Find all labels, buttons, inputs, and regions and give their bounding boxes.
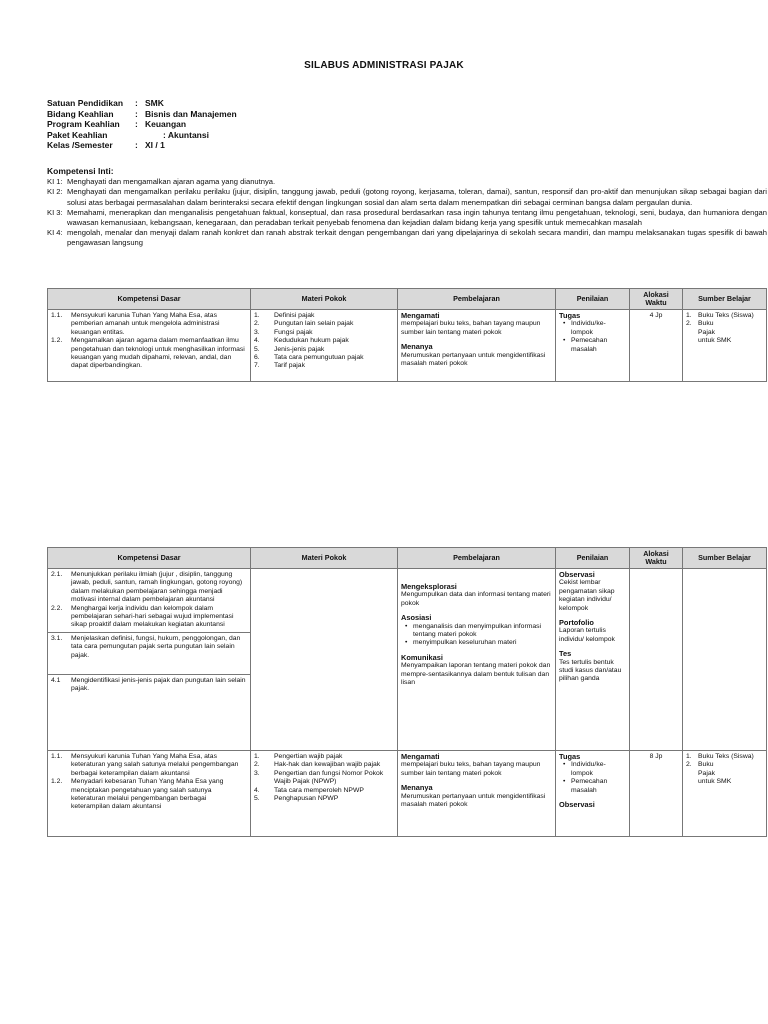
materi-cell (251, 310, 398, 382)
meta-label: Kelas /Semester (47, 140, 113, 150)
bullet-text: Pemecahan masalah (571, 778, 608, 794)
materi-item (254, 787, 394, 795)
materi-item (254, 329, 394, 337)
materi-item (254, 337, 394, 345)
ki-text: Menghayati dan mengamalkan perilaku perilaku (jujur, disiplin, tanggung jawab, peduli (gotong royong, kerjasama, toleran, damai), santun, responsif dan pro-aktif dan menunjukan sikap sebagai bagian dari solusi atas berbagai permasalahan dalam berinteraksi secara efektif dengan lingkungan sosial dan alam serta dalam menempatkan diri sebagai cerminan bangsa dalam pergaulan dunia. (67, 187, 767, 207)
meta-colon: : (135, 140, 138, 150)
activity-heading: Asosiasi (401, 613, 432, 623)
assessment-text: Cekist lembar pengamatan sikap kegiatan individu/ kelompok (559, 579, 615, 612)
sumber-cell (683, 569, 767, 751)
meta-row-satuan (47, 98, 237, 109)
header-penilaian: Penilaian (556, 289, 630, 310)
ki-text: Memahami, menerapkan dan menganalisis pengetahuan faktual, konseptual, dan rasa prosedural berdasarkan rasa ingin tahunya tentang ilmu pengetahuan, teknologi, seni, budaya, dan humaniora dengan wawasan kemanusiaan, kebangsaan, kenegaraan, dan peradaban terkait penyebab fenomena dan kejadian dalam bidang kerja yang spesifik untuk memecahkan masalah (67, 207, 767, 228)
assessment-heading: Tugas (559, 752, 581, 761)
kd-cell (48, 310, 251, 382)
activity-text: Merumuskan pertanyaan untuk mengidentifikasi masalah materi pokok (401, 351, 546, 368)
kompetensi-inti (47, 166, 767, 249)
meta-label: Bidang Keahlian (47, 108, 114, 119)
kd-number: 4.1 (51, 677, 61, 685)
kd-item (51, 753, 247, 778)
table-row (48, 310, 767, 382)
header-sumber-belajar: Sumber Belajar (683, 289, 767, 310)
meta-label: Paket Keahlian (47, 129, 108, 140)
meta-row-paket (47, 130, 237, 141)
materi-text: Hak-hak dan kewajiban wajib pajak (274, 761, 381, 769)
assessment-text: Tes tertulis bentuk studi kasus dan/atau pilihan ganda (559, 658, 622, 683)
kd-item (51, 778, 247, 812)
activity-heading: Mengamati (401, 752, 440, 761)
materi-cell (251, 569, 398, 751)
materi-number: 6. (254, 354, 260, 362)
kd-number: 1.1. (51, 753, 63, 760)
source-item (686, 312, 763, 320)
bullet-text: menyimpulkan keseluruhan materi (413, 639, 517, 647)
ki-code: KI 4: (47, 228, 63, 238)
source-number: 2. (686, 320, 692, 328)
bullet-dot: • (563, 778, 566, 786)
ki-item (47, 228, 767, 248)
materi-number: 1. (254, 753, 260, 760)
bullet-dot: • (405, 639, 408, 647)
kd-text: Menghargai kerja individu dan kelompok dalam pembelajaran sehari-hari sebagai wujud implementasi sikap proaktif dalam melakukan kegiatan akuntansi (71, 604, 234, 629)
kd-number: 1.1. (51, 312, 63, 319)
assessment-text: Laporan tertulis individu/ kelompok (559, 627, 615, 643)
header-materi-pokok: Materi Pokok (251, 548, 398, 569)
meta-row-kelas (47, 140, 237, 151)
activity-bullet (401, 623, 552, 640)
header-kompetensi-dasar: Kompetensi Dasar (48, 289, 251, 310)
sumber-cell (683, 751, 767, 837)
source-text: Buku Teks (Siswa) (698, 312, 754, 319)
materi-item (254, 770, 394, 787)
materi-item (254, 312, 394, 320)
ki-item (47, 208, 767, 228)
kd-item (51, 312, 247, 337)
materi-number: 3. (254, 328, 260, 336)
header-pembelajaran: Pembelajaran (398, 548, 556, 569)
activity-text: Merumuskan pertanyaan untuk mengidentifikasi masalah materi pokok (401, 792, 546, 809)
meta-colon: : (135, 119, 138, 129)
meta-value: Keuangan (145, 119, 187, 129)
document-title: SILABUS ADMINISTRASI PAJAK (304, 60, 464, 71)
source-number: 2. (686, 761, 692, 769)
table-header-row (48, 289, 767, 310)
materi-text: Tarif pajak (274, 362, 305, 370)
kd-text: Mengamalkan ajaran agama dalam memanfaatkan ilmu pengetahuan dan teknologi untuk menghasilkan informasi keuangan yang mudah dipahami, relevan, andal, dan dapat diperbandingkan. (71, 337, 245, 370)
meta-value: XI / 1 (145, 140, 165, 150)
assessment-heading: Observasi (559, 570, 595, 579)
ki-heading: Kompetensi Inti: (47, 166, 114, 176)
header-alokasi-waktu: Alokasi Waktu (630, 289, 683, 310)
meta-colon: : (135, 108, 138, 119)
activity-text: Mengumpulkan data dan informasi tentang materi pokok (401, 591, 551, 607)
syllabus-table-2 (47, 547, 767, 837)
materi-text: Tata cara memperoleh NPWP (274, 786, 364, 794)
pembelajaran-cell (398, 751, 556, 837)
kd-number: 1.2. (51, 778, 63, 786)
materi-item (254, 761, 394, 769)
materi-number: 5. (254, 345, 260, 353)
bullet-text: Pemecahan masalah (571, 337, 608, 353)
materi-number: 1. (254, 312, 260, 319)
materi-text: Jenis-jenis pajak (274, 345, 325, 353)
materi-number: 2. (254, 761, 260, 769)
materi-text: Pengertian wajib pajak (274, 753, 343, 760)
materi-item (254, 795, 394, 803)
materi-number: 7. (254, 362, 260, 370)
kd-block (48, 569, 250, 633)
kd-text: Menunjukkan perilaku ilmiah (jujur , disiplin, tanggung jawab, peduli, santun, ramah lingkungan, gotong royong) dalam melakukan pembelajaran sehingga menjadi motivasi internal dalam pembelajaran akuntansi (71, 571, 243, 604)
ki-text: Menghayati dan mengamalkan ajaran agama yang dianutnya. (67, 177, 276, 187)
kd-item (51, 605, 247, 630)
header-alokasi-waktu: Alokasi Waktu (630, 548, 683, 569)
alokasi-cell: 8 Jp (630, 751, 683, 837)
meta-row-bidang (47, 109, 237, 120)
materi-number: 5. (254, 795, 260, 803)
bullet-dot: • (563, 337, 566, 345)
kd-number: 2.2. (51, 604, 63, 612)
materi-text: Penghapusan NPWP (274, 795, 339, 803)
meta-colon: : (135, 98, 138, 108)
ki-text: mengolah, menalar dan menyaji dalam ranah konkret dan ranah abstrak terkait dengan pengembangan dari yang dipelajarinya di sekolah secara mandiri, dan mampu melaksanakan tugas spesifik di bawah pengawasan langsung (67, 228, 767, 248)
kd-item (51, 635, 247, 660)
materi-text: Definisi pajak (274, 312, 315, 319)
activity-text: mempelajari buku teks, bahan tayang maupun sumber lain tentang materi pokok (401, 320, 541, 336)
meta-colon (135, 130, 145, 141)
source-text: Buku Pajak untuk SMK (698, 761, 732, 786)
penilaian-cell (556, 751, 630, 837)
activity-heading: Mengamati (401, 311, 440, 320)
materi-item (254, 346, 394, 354)
materi-text: Fungsi pajak (274, 328, 313, 336)
materi-number: 2. (254, 320, 260, 328)
kd-number: 3.1. (51, 634, 63, 642)
kd-item (51, 677, 247, 694)
header-materi-pokok: Materi Pokok (251, 289, 398, 310)
assessment-heading: Tes (559, 649, 572, 659)
table-row (48, 569, 767, 751)
materi-item (254, 320, 394, 328)
bullet-dot: • (405, 622, 408, 630)
materi-item (254, 753, 394, 761)
table-header-row (48, 548, 767, 569)
activity-heading: Komunikasi (401, 652, 443, 662)
alokasi-cell: 4 Jp (630, 310, 683, 382)
source-item (686, 753, 763, 761)
materi-text: Pengertian dan fungsi Nomor Pokok Wajib Pajak (NPWP) (274, 769, 384, 786)
activity-text: mempelajari buku teks, bahan tayang maupun sumber lain tentang materi pokok (401, 761, 541, 777)
kd-text: Mensyukuri karunia Tuhan Yang Maha Esa, atas keteraturan yang salah satunya melalui pengembangan berbagai keterampilan dalam akuntansi (71, 753, 239, 777)
activity-heading: Menanya (401, 342, 433, 352)
materi-item (254, 354, 394, 362)
header-sumber-belajar: Sumber Belajar (683, 548, 767, 569)
header-pembelajaran: Pembelajaran (398, 289, 556, 310)
ki-item (47, 187, 767, 207)
kd-number: 2.1. (51, 571, 63, 578)
materi-text: Tata cara pemungutuan pajak (274, 354, 364, 362)
assessment-heading: Observasi (559, 800, 595, 810)
meta-label: Satuan Pendidikan (47, 98, 124, 108)
kd-item (51, 337, 247, 371)
penilaian-cell (556, 569, 630, 751)
source-text: Buku Pajak untuk SMK (698, 320, 732, 345)
kd-text: Mengidentifikasi jenis-jenis pajak dan pungutan lain selain pajak. (71, 677, 246, 693)
alokasi-cell (630, 569, 683, 751)
meta-row-program (47, 119, 237, 130)
bullet-dot: • (563, 761, 566, 769)
header-kompetensi-dasar: Kompetensi Dasar (48, 548, 251, 569)
kd-cell (48, 569, 251, 751)
activity-heading: Mengeksplorasi (401, 582, 457, 591)
meta-value: Bisnis dan Manajemen (145, 108, 237, 119)
materi-number: 4. (254, 337, 260, 345)
sumber-cell (683, 310, 767, 382)
kd-cell (48, 751, 251, 837)
assessment-bullet (559, 320, 626, 337)
ki-code: KI 1: (47, 177, 63, 187)
activity-bullet (401, 639, 552, 647)
bullet-dot: • (563, 320, 566, 328)
source-number: 1. (686, 312, 692, 319)
header-penilaian: Penilaian (556, 548, 630, 569)
assessment-heading: Tugas (559, 311, 581, 320)
bullet-text: Individu/ke-lompok (571, 761, 606, 777)
source-item (686, 761, 763, 786)
penilaian-cell (556, 310, 630, 382)
kd-block (48, 633, 250, 675)
kd-text: Menyadari kebesaran Tuhan Yang Maha Esa yang menciptakan pengetahuan yang salah satunya keteraturan melalui pengembangan berbagai keterampilan dalam akuntansi (71, 778, 224, 811)
kd-block (48, 675, 250, 696)
assessment-bullet (559, 761, 626, 778)
kd-text: Menjelaskan definisi, fungsi, hukum, penggolongan, dan tata cara pemungutan pajak serta pungutan lain selain pajak. (71, 634, 241, 659)
materi-text: Pungutan lain selain pajak (274, 320, 354, 328)
ki-code: KI 3: (47, 207, 63, 217)
bullet-text: Individu/ke-lompok (571, 320, 606, 336)
assessment-bullet (559, 778, 626, 795)
activity-text: Menyampaikan laporan tentang materi pokok dan mempre-sentasikannya dalam bentuk tulisan dan lisan (401, 662, 551, 687)
bullet-text: menganalisis dan menyimpulkan informasi tentang materi pokok (413, 622, 542, 639)
materi-text: Kedudukan hukum pajak (274, 337, 349, 345)
source-number: 1. (686, 753, 692, 760)
identity-block (47, 98, 237, 151)
assessment-heading: Portofolio (559, 618, 594, 628)
kd-item (51, 571, 247, 605)
kd-number: 1.2. (51, 337, 63, 345)
table-row (48, 751, 767, 837)
assessment-bullet (559, 337, 626, 354)
source-text: Buku Teks (Siswa) (698, 753, 754, 760)
materi-item (254, 362, 394, 370)
materi-number: 4. (254, 786, 260, 794)
meta-label: Program Keahlian (47, 119, 120, 129)
meta-value: SMK (145, 98, 164, 108)
pembelajaran-cell (398, 310, 556, 382)
kd-text: Mensyukuri karunia Tuhan Yang Maha Esa, atas pemberian amanah untuk mengelola administrasi keuangan entitas. (71, 312, 220, 336)
meta-value: : Akuntansi (163, 129, 209, 140)
ki-code: KI 2: (47, 187, 63, 197)
pembelajaran-cell (398, 569, 556, 751)
materi-cell (251, 751, 398, 837)
ki-item (47, 177, 767, 187)
materi-number: 3. (254, 769, 260, 777)
syllabus-table-1 (47, 288, 767, 382)
source-item (686, 320, 763, 345)
activity-heading: Menanya (401, 783, 433, 793)
